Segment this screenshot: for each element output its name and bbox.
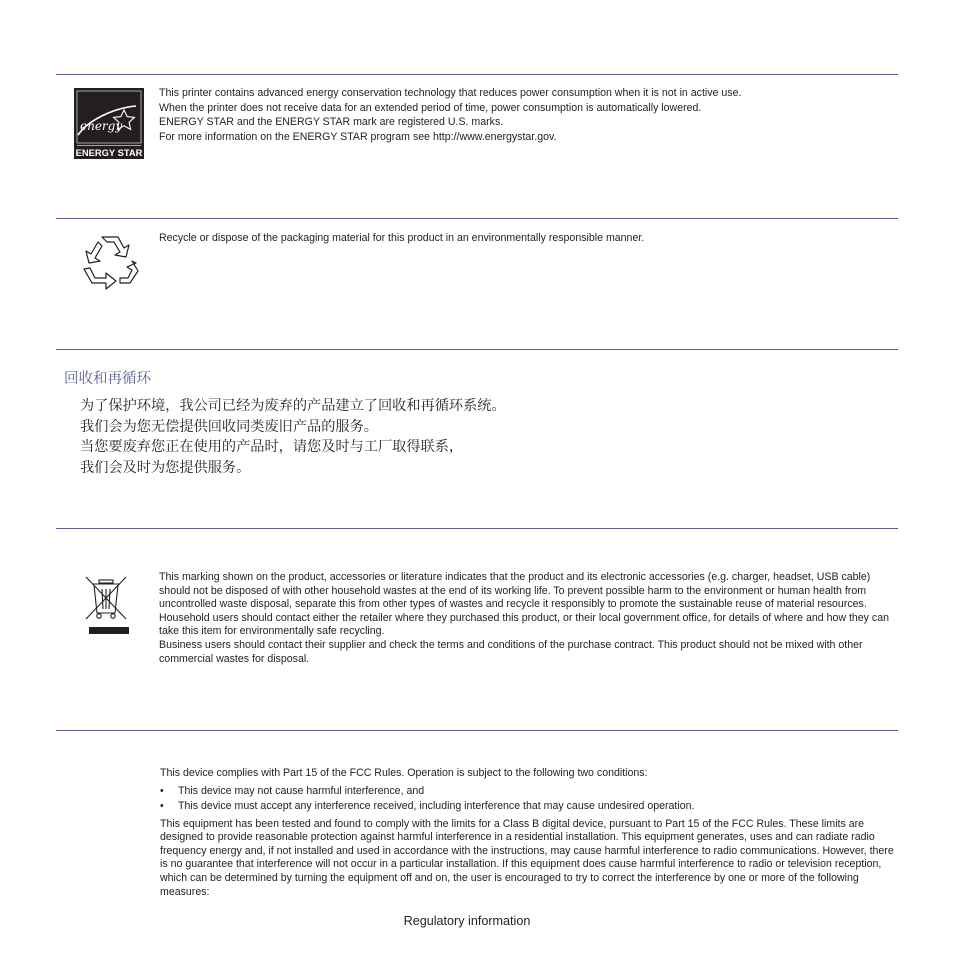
list-item-text: This device may not cause harmful interference, and: [178, 784, 425, 797]
fcc-statement: [160, 767, 895, 899]
list-item: [160, 799, 895, 815]
bullet: •: [160, 800, 164, 813]
list-item: [160, 784, 895, 800]
recycle-text: [159, 231, 644, 246]
text-line: When the printer does not receive data for an extended period of time, power consumption is automatically lowered.: [159, 101, 702, 114]
text-line: Recycle or dispose of the packaging material for this product in an environmentally responsible manner.: [159, 232, 645, 244]
section-divider: [56, 349, 898, 350]
section-divider: [56, 730, 898, 731]
text-line: 我们会及时为您提供服务。: [80, 460, 251, 477]
recycle-icon: [80, 233, 140, 291]
weee-logo: [82, 575, 132, 637]
energy-star-logo: [74, 88, 144, 159]
crossed-out-bin-icon: [82, 575, 132, 637]
svg-text:energy: energy: [80, 119, 123, 133]
list-item-text: This device must accept any interference received, including interference that may cause undesired operation.: [178, 800, 695, 813]
fcc-paragraph: This equipment has been tested and found to comply with the limits for a Class B digital device, pursuant to Part 15 of the FCC Rules. These limits are designed to provide reasonable protection against harmful interference in a residential installation. This equipment generates, uses and can radiate radio frequency energy and, if not installed and used in accordance with the instructions, may cause harmful interference to radio communications. However, there is no guarantee that interference will not occur in a particular installation. If this equipment does cause harmful interference to radio or television reception, which can be determined by turning the equipment off and on, the user is encouraged to try to correct the interference by one or more of the following measures:: [160, 817, 894, 898]
text-line: 当您要废弃您正在使用的产品时，请您及时与工厂取得联系，: [80, 439, 464, 456]
recycle-logo: [80, 233, 140, 291]
section-divider: [56, 528, 898, 529]
text-line: This printer contains advanced energy conservation technology that reduces power consumption when it is not in active use.: [159, 87, 742, 99]
energy-star-text: [159, 86, 741, 144]
china-recycling-heading: 回收和再循环: [64, 371, 151, 387]
china-recycling-text: [80, 396, 506, 479]
fcc-conditions-list: [160, 784, 895, 815]
text-line: 我们会为您无偿提供回收同类废旧产品的服务。: [80, 418, 378, 435]
text-line: 为了保护环境，我公司已经为废弃的产品建立了回收和再循环系统。: [80, 398, 506, 414]
section-divider: [56, 218, 898, 219]
paragraph: This marking shown on the product, accessories or literature indicates that the product and its electronic accessories (e.g. charger, headset, USB cable) should not be disposed of with other household wastes at the end of its working life. To prevent possible harm to the environment or human health from uncontrolled waste disposal, separate this from other types of wastes and recycle it responsibly to promote the sustainable reuse of material resources.: [159, 571, 871, 611]
section-divider: [56, 74, 898, 75]
fcc-intro: This device complies with Part 15 of the FCC Rules. Operation is subject to the following two conditions:: [160, 767, 648, 779]
svg-text:ENERGY STAR: ENERGY STAR: [75, 147, 143, 158]
text-line: For more information on the ENERGY STAR program see http://www.energystar.gov.: [159, 130, 557, 143]
energy-star-icon: [74, 88, 144, 159]
weee-text: [159, 571, 899, 666]
text-line: ENERGY STAR and the ENERGY STAR mark are registered U.S. marks.: [159, 116, 504, 129]
paragraph: Business users should contact their supplier and check the terms and conditions of the purchase contract. This product should not be mixed with other commercial wastes for disposal.: [159, 638, 863, 665]
page-footer: Regulatory information: [403, 914, 531, 928]
bullet: •: [160, 784, 164, 797]
paragraph: Household users should contact either the retailer where they purchased this product, or their local government office, for details of where and how they can take this item for environmentally safe recycling.: [159, 611, 890, 638]
